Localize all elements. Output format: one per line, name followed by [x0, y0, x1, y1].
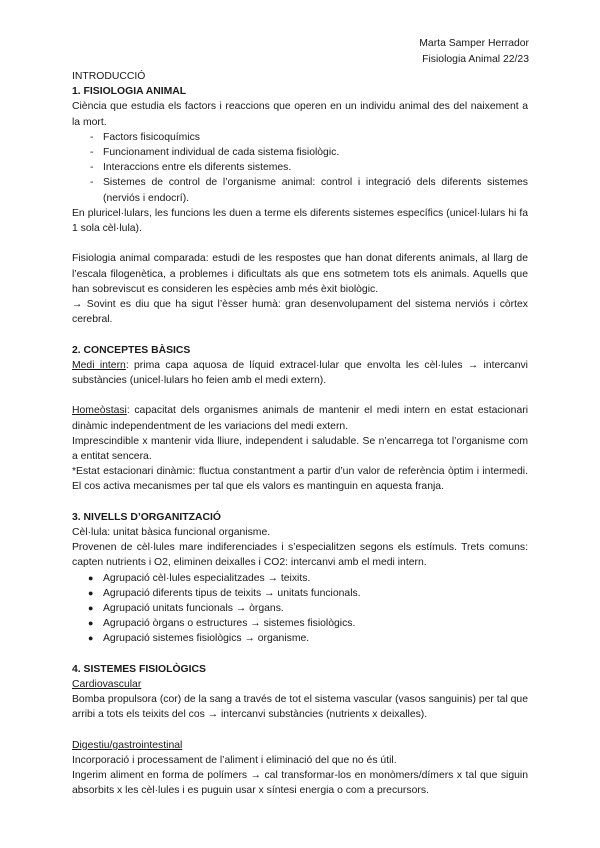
list-item: ● Agrupació òrgans o estructures → sistemes fisiològics.: [72, 616, 528, 631]
s3-paragraph-2: Provenen de cèl·lules mare indiferenciades i s’especialitzen segons els estímuls. Trets comuns: capten nutrients i O2, eliminen deixalles i CO2: intercanvi amb el medi intern.: [72, 542, 528, 569]
bullet-marker: ●: [88, 618, 94, 629]
dash-marker: -: [90, 177, 94, 189]
s1-paragraph-3: Fisiologia animal comparada: estudi de les respostes que han donat diferents animals, al llarg de l’escala filogenètica, a problemes i dificultats als que ens sotmetem tots els animals. Aquells que han sobreviscut es consideren les espècies amb més èxit biològic.: [72, 253, 528, 295]
s1-list: [72, 130, 528, 206]
course-name: Fisiologia Animal 22/23: [422, 54, 529, 65]
bullet-marker: ●: [88, 603, 94, 614]
homeostasi-term: Homeòstasi: [72, 405, 127, 417]
list-item: ● Agrupació diferents tipus de teixits → unitats funcionals.: [72, 586, 528, 601]
author-name: Marta Samper Herrador: [419, 38, 529, 49]
list-item: - Interaccions entre els diferents sistemes.: [72, 160, 528, 175]
s3-paragraph-1: Cèl·lula: unitat bàsica funcional organisme.: [72, 527, 271, 539]
cardiovascular-paragraph: Bomba propulsora (cor) de la sang a través de tot el sistema vascular (vasos sanguinis) per tal que arribi a tots els teixits del cos → intercanvi substàncies (nutrients x deixalles).: [72, 694, 528, 721]
medi-intern-term: Medi intern: [72, 359, 126, 371]
section-3-title: 3. NIVELLS D’ORGANITZACIÓ: [72, 511, 221, 523]
list-item: - Factors fisicoquímics: [72, 130, 528, 145]
s2-paragraph-estat: *Estat estacionari dinàmic: fluctua constantment a partir d’un valor de referència òptim i intermedi. El cos activa mecanismes per tal que els valors es mantinguin en aquesta franja.: [72, 466, 528, 493]
bullet-marker: ●: [88, 587, 94, 598]
dash-marker: -: [90, 131, 94, 143]
s3-list: [72, 571, 528, 647]
s2-paragraph-imprescindible: Imprescindible x mantenir vida lliure, independent i saludable. Se n’encarrega tot l’organisme com a entitat sencera.: [72, 435, 528, 463]
cardiovascular-subtitle: Cardiovascular: [72, 679, 142, 691]
section-2-title: 2. CONCEPTES BÀSICS: [72, 344, 191, 356]
s1-paragraph-1: Ciència que estudia els factors i reaccions que operen en un individu animal des del naixement a la mort.: [72, 101, 528, 128]
bullet-marker: ●: [88, 633, 94, 644]
digestiu-subtitle: Digestiu/gastrointestinal: [72, 739, 183, 751]
homeostasi-paragraph: [72, 403, 528, 433]
list-item: - Funcionament individual de cada sistema fisiològic.: [72, 145, 528, 160]
medi-intern-paragraph: [72, 358, 528, 388]
intro-label: INTRODUCCIÓ: [72, 71, 146, 82]
dash-marker: -: [90, 147, 94, 159]
digestiu-paragraph-2: Ingerim aliment en forma de polímers → cal transformar-los en monòmers/dímers x tal que siguin absorbits x les cèl·lules i es puguin usar x síntesi energia o com a precursors.: [72, 770, 528, 797]
list-item: ● Agrupació cèl·lules especialitzades → teixits.: [72, 571, 528, 586]
homeostasi-definition: : capacitat dels organismes animals de mantenir el medi intern en estat estacionari dinàmic independentment de les variacions del medi extern.: [72, 405, 528, 432]
section-4-title: 4. SISTEMES FISIOLÒGICS: [72, 663, 206, 675]
page-header: [419, 36, 529, 68]
bullet-marker: ●: [88, 572, 94, 583]
digestiu-paragraph-1: Incorporació i processament de l’aliment i eliminació del que no és útil.: [72, 755, 397, 767]
list-item: ● Agrupació unitats funcionals → òrgans.: [72, 601, 528, 616]
document-body: [72, 69, 528, 799]
s1-paragraph-2: En pluricel·lulars, les funcions les duen a terme els diferents sistemes específics (unicel·lulars hi fa 1 sola cèl·lula).: [72, 207, 528, 235]
section-1-title: 1. FISIOLOGIA ANIMAL: [72, 86, 187, 98]
medi-intern-definition: : prima capa aquosa de líquid extracel·lular que envolta les cèl·lules → intercanvi substàncies (unicel·lulars ho feien amb el medi extern).: [72, 359, 528, 387]
list-item: ● Agrupació sistemes fisiològics → organisme.: [72, 631, 528, 646]
list-item: - Sistemes de control de l’organisme animal: control i integració dels diferents sistemes (nerviós i endocrí).: [90, 177, 528, 204]
s1-paragraph-4: → Sovint es diu que ha sigut l’èsser humà: gran desenvolupament del sistema nerviós i còrtex cerebral.: [72, 299, 528, 326]
dash-marker: -: [90, 162, 94, 174]
